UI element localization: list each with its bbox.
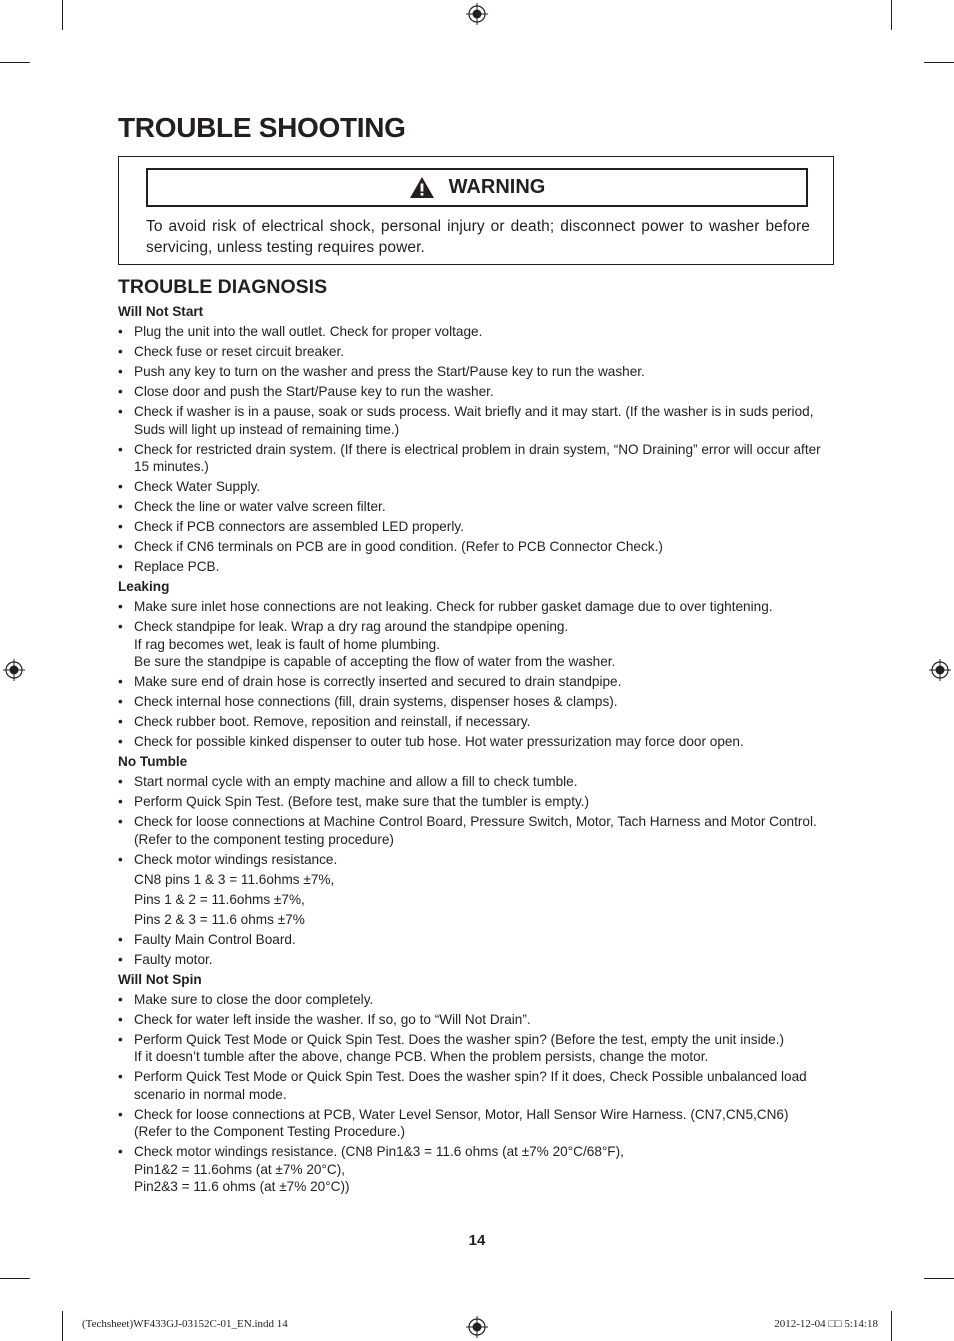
footer-file-name: (Techsheet)WF433GJ-03152C-01_EN.indd 14 xyxy=(82,1318,288,1330)
list-item: • Make sure end of drain hose is correctly inserted and secured to drain standpipe. xyxy=(118,673,838,691)
registration-mark-icon xyxy=(929,659,951,681)
list-item: • Check rubber boot. Remove, reposition and reinstall, if necessary. xyxy=(118,713,838,731)
warning-box xyxy=(118,156,834,265)
list-item: • Check internal hose connections (fill, drain systems, dispenser hoses & clamps). xyxy=(118,693,838,711)
subsection-title-no-tumble: No Tumble xyxy=(118,754,188,769)
list-item: • Check Water Supply. xyxy=(118,478,838,496)
registration-mark-icon xyxy=(466,1316,488,1338)
crop-mark xyxy=(62,0,63,30)
list-item: • Check for loose connections at Machine Control Board, Pressure Switch, Motor, Tach Harness and Motor Control. (Refer to the component testing procedure) xyxy=(118,813,838,848)
footer-timestamp: 2012-12-04 □□ 5:14:18 xyxy=(774,1318,878,1330)
list-item: • Check if CN6 terminals on PCB are in good condition. (Refer to PCB Connector Check.) xyxy=(118,538,838,556)
list-item: • Check if PCB connectors are assembled LED properly. xyxy=(118,518,838,536)
crop-mark xyxy=(891,1311,892,1341)
subsection-title-leaking: Leaking xyxy=(118,579,170,594)
crop-mark xyxy=(0,1278,30,1279)
section-title: TROUBLE DIAGNOSIS xyxy=(118,276,328,298)
subsection-title-will-not-start: Will Not Start xyxy=(118,304,204,319)
resistance-line: Pins 1 & 2 = 11.6ohms ±7%, xyxy=(134,891,305,907)
leaking-list xyxy=(118,598,838,751)
list-item: • Push any key to turn on the washer and press the Start/Pause key to run the washer. xyxy=(118,363,838,381)
list-item: • Perform Quick Spin Test. (Before test, make sure that the tumbler is empty.) xyxy=(118,793,838,811)
page-title: TROUBLE SHOOTING xyxy=(118,112,406,143)
no-tumble-list xyxy=(118,773,838,868)
list-item: • Make sure to close the door completely. xyxy=(118,991,838,1009)
list-item: • Check motor windings resistance. (CN8 Pin1&3 = 11.6 ohms (at ±7% 20°C/68°F), Pin1&2 = 11.6ohms (at ±7% 20°C), Pin2&3 = 11.6 ohms (at ±7% 20°C)) xyxy=(118,1143,838,1196)
resistance-line: CN8 pins 1 & 3 = 11.6ohms ±7%, xyxy=(134,871,335,887)
list-item: • Check if washer is in a pause, soak or suds process. Wait briefly and it may start. (If the washer is in suds period, Suds will light up instead of remaining time.) xyxy=(118,403,838,438)
list-item: • Perform Quick Test Mode or Quick Spin Test. Does the washer spin? (Before the test, empty the unit inside.) If it doesn’t tumble after the above, change PCB. When the problem persists, change the motor. xyxy=(118,1031,838,1066)
warning-triangle-icon xyxy=(409,176,435,199)
subsection-title-will-not-spin: Will Not Spin xyxy=(118,971,202,987)
warning-text: To avoid risk of electrical shock, personal injury or death; disconnect power to washer before servicing, unless testing requires power. xyxy=(146,218,810,256)
list-item: • Start normal cycle with an empty machine and allow a fill to check tumble. xyxy=(118,773,838,791)
list-item: • Check motor windings resistance. xyxy=(118,851,838,869)
list-item: • Check the line or water valve screen filter. xyxy=(118,498,838,516)
list-item: • Plug the unit into the wall outlet. Check for proper voltage. xyxy=(118,323,838,341)
list-item: • Faulty Main Control Board. xyxy=(118,931,838,949)
page-number: 14 xyxy=(468,1232,486,1249)
crop-mark xyxy=(0,62,30,63)
list-item: • Faulty motor. xyxy=(118,951,838,969)
list-item: • Check standpipe for leak. Wrap a dry rag around the standpipe opening. If rag becomes wet, leak is fault of home plumbing. Be sure the standpipe is capable of accepting the flow of water from the washer. xyxy=(118,618,838,671)
diagnosis-content xyxy=(118,303,838,1198)
list-item: • Check for restricted drain system. (If there is electrical problem in drain system, “NO Draining” error will occur after 15 minutes.) xyxy=(118,441,838,476)
warning-label: WARNING xyxy=(448,176,546,198)
list-item: • Check for possible kinked dispenser to outer tub hose. Hot water pressurization may force door open. xyxy=(118,733,838,751)
registration-mark-icon xyxy=(3,659,25,681)
crop-mark xyxy=(891,0,892,30)
crop-mark xyxy=(924,1278,954,1279)
list-item: • Close door and push the Start/Pause key to run the washer. xyxy=(118,383,838,401)
list-item: • Check for water left inside the washer. If so, go to “Will Not Drain”. xyxy=(118,1011,838,1029)
no-tumble-list-continued xyxy=(118,931,838,969)
list-item: • Perform Quick Test Mode or Quick Spin Test. Does the washer spin? If it does, Check Possible unbalanced load scenario in normal mode. xyxy=(118,1068,838,1103)
registration-mark-icon xyxy=(466,3,488,25)
list-item: • Check fuse or reset circuit breaker. xyxy=(118,343,838,361)
crop-mark xyxy=(924,62,954,63)
list-item: • Check for loose connections at PCB, Water Level Sensor, Motor, Hall Sensor Wire Harness. (CN7,CN5,CN6) (Refer to the Component Testing Procedure.) xyxy=(118,1106,838,1141)
list-item: • Replace PCB. xyxy=(118,558,838,576)
will-not-start-list xyxy=(118,323,838,576)
resistance-line: Pins 2 & 3 = 11.6 ohms ±7% xyxy=(134,911,305,927)
crop-mark xyxy=(62,1311,63,1341)
warning-header xyxy=(146,168,808,207)
list-item: • Make sure inlet hose connections are not leaking. Check for rubber gasket damage due to over tightening. xyxy=(118,598,838,616)
will-not-spin-list xyxy=(118,991,838,1196)
